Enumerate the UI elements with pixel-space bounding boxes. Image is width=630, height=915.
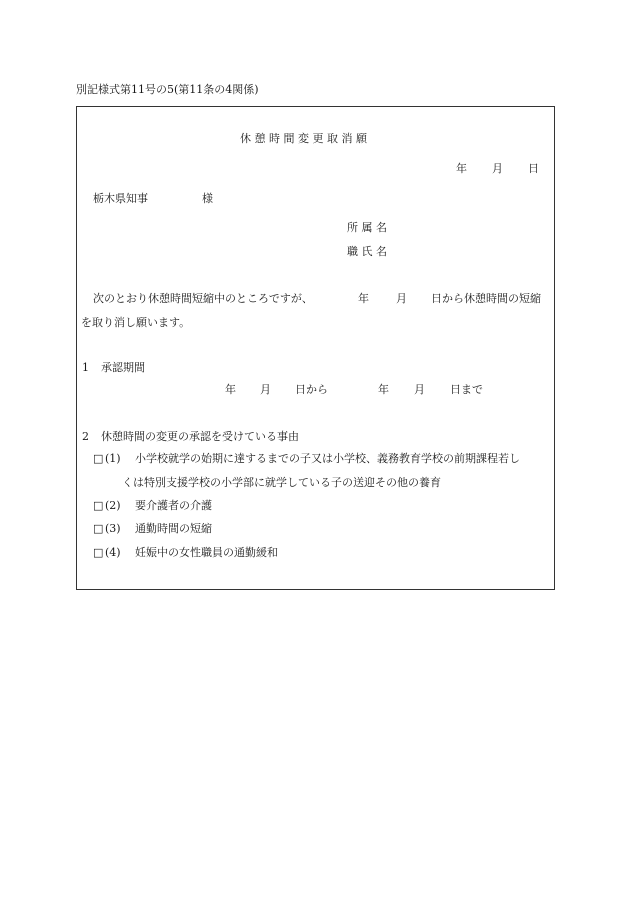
checkbox-icon[interactable]: □: [93, 452, 104, 465]
date-year-label: 年: [456, 162, 467, 175]
reason-item-text: 小学校就学の始期に達するまでの子又は小学校、義務教育学校の前期課程若し: [135, 452, 520, 465]
section-1-title: 承認期間: [101, 361, 145, 374]
date-month-label: 月: [492, 162, 503, 175]
body-line1-month: 月: [396, 292, 407, 305]
form-number-header: 別記様式第11号の5(第11条の4関係): [76, 83, 259, 96]
reason-item-continuation: くは特別支援学校の小学部に就学している子の送迎その他の養育: [122, 476, 441, 489]
addressee: 栃木県知事: [93, 192, 148, 205]
checkbox-icon[interactable]: □: [93, 522, 104, 535]
checkbox-icon[interactable]: □: [93, 499, 104, 512]
reason-item-number: (3): [105, 522, 121, 535]
reason-item-text: 要介護者の介護: [135, 499, 212, 512]
period-to-day: 日まで: [450, 383, 483, 396]
section-2-title: 休憩時間の変更の承認を受けている事由: [101, 430, 299, 443]
period-from-year: 年: [225, 383, 236, 396]
reason-item-text: 通勤時間の短縮: [135, 522, 212, 535]
period-from-month: 月: [260, 383, 271, 396]
form-title: 休 憩 時 間 変 更 取 消 願: [240, 132, 367, 145]
body-line1-year: 年: [358, 292, 369, 305]
checkbox-icon[interactable]: □: [93, 546, 104, 559]
section-2-number: 2: [82, 430, 89, 443]
reason-item-text: 妊娠中の女性職員の通勤緩和: [135, 546, 278, 559]
period-to-year: 年: [378, 383, 389, 396]
reason-item-number: (1): [105, 452, 121, 465]
affiliation-label: 所 属 名: [347, 221, 387, 234]
form-frame: [76, 106, 555, 590]
section-1-number: 1: [82, 361, 89, 374]
body-line2: を取り消し願います。: [81, 316, 191, 329]
period-from-day: 日から: [295, 383, 328, 396]
body-line1-tail: 日から休憩時間の短縮: [431, 292, 541, 305]
addressee-honorific: 様: [202, 192, 213, 205]
name-label: 職 氏 名: [347, 245, 387, 258]
date-day-label: 日: [528, 162, 539, 175]
reason-item-number: (4): [105, 546, 121, 559]
body-line1-start: 次のとおり休憩時間短縮中のところですが、: [93, 292, 313, 305]
period-to-month: 月: [414, 383, 425, 396]
reason-item-number: (2): [105, 499, 121, 512]
